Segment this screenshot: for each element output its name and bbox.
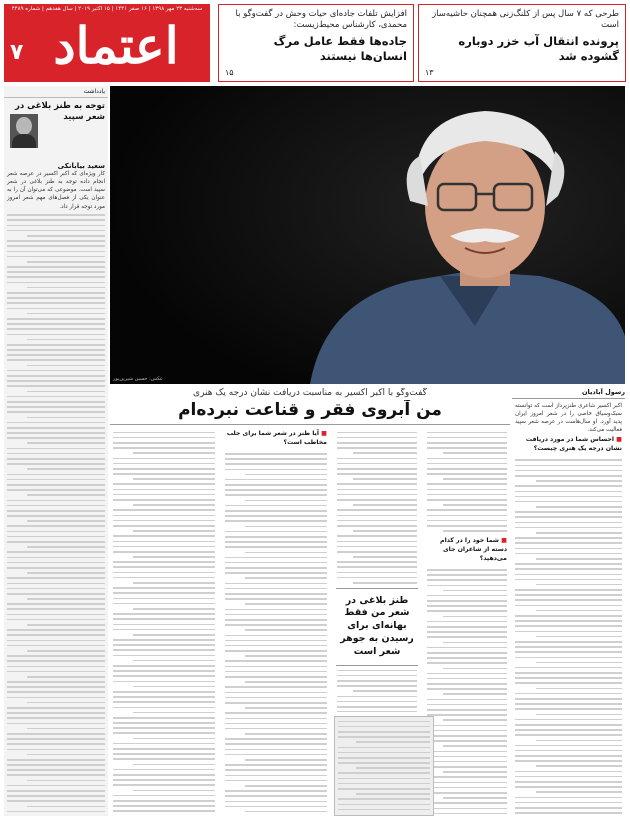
question-2: ■ شما خود را در کدام دسته از شاعران جای می‌دهید؟ bbox=[440, 537, 507, 562]
portrait-photo bbox=[110, 86, 625, 384]
teaser-headline: پرونده انتقال آب خزر دوباره گشوده شد bbox=[458, 33, 619, 64]
portrait-illustration bbox=[110, 86, 625, 384]
teaser-page: ۱۳ bbox=[425, 68, 434, 77]
inset-box bbox=[334, 716, 434, 816]
article-title: من آبروی فقر و قناعت نبرده‌ام bbox=[178, 400, 442, 420]
intro-lines bbox=[512, 459, 625, 816]
author-tag: رسول آبادیان bbox=[512, 388, 625, 399]
teaser-kicker: طرحی که ۷ سال پس از کلنگ‌زنی همچنان حاشیه‌ساز است bbox=[432, 9, 619, 31]
sidebar-column bbox=[4, 86, 108, 816]
sidebar-title: توجه به طنز بلاغی در شعر سپید bbox=[14, 101, 105, 123]
photo-caption: عکس: حسین شیرین‌پور bbox=[113, 376, 163, 382]
newspaper-logo: اعتماد bbox=[53, 16, 179, 75]
sidebar-tag: یادداشت bbox=[4, 86, 108, 98]
question-1: ■ احساس شما در مورد دریافت نشان درجه یک هنری چیست؟ bbox=[525, 436, 622, 453]
sidebar-body-lines bbox=[4, 214, 108, 816]
sidebar-body: کار ویژه‌ای که اکبر اکسیر در عرصه شعر انجام داده توجه به طنز بلاغی در شعر سپید است. موضوعی که می‌توان آن را به عنوان یکی از فصل‌های مهم شعر امروز مورد توجه قرار داد. bbox=[7, 171, 105, 210]
author-photo bbox=[10, 114, 38, 148]
article-column-1 bbox=[424, 428, 510, 816]
pull-quote: طنز بلاغی در شعر من فقط بهانه‌ای برای رسیدن به جوهر شعر است bbox=[336, 588, 418, 666]
headline-rule bbox=[110, 424, 510, 425]
page-number: ۷ bbox=[10, 40, 24, 65]
article-column-3 bbox=[222, 428, 330, 816]
teaser-page: ۱۵ bbox=[225, 68, 234, 77]
sidebar-author: سعید بیابانکی bbox=[57, 162, 105, 171]
teaser-kicker: افزایش تلفات جاده‌ای حیات وحش در گفت‌وگو با محمدی، کارشناس محیط‌زیست: bbox=[235, 9, 407, 31]
intro-text: اکبر اکسیر شاعری طنزپرداز است که توانسته سبک‌وسیاق خاصی را در شعر امروز ایران پدید آورد. او سال‌هاست در عرصه شعر سپید فعالیت می‌کند. bbox=[515, 403, 622, 434]
intro-column bbox=[512, 402, 625, 816]
teaser-caspian-water[interactable] bbox=[418, 4, 626, 82]
article-kicker: گفت‌وگو با اکبر اکسیر به مناسبت دریافت نشان درجه یک هنری bbox=[193, 388, 427, 398]
date-line: سه‌شنبه ۲۳ مهر ۱۳۹۸ | ۱۶ صفر ۱۴۴۱ | ۱۵ اکتبر ۲۰۱۹ | سال هفدهم | شماره ۴۴۸۹ bbox=[11, 6, 203, 12]
article-column-4 bbox=[110, 428, 218, 816]
masthead bbox=[4, 4, 210, 82]
article-column-2 bbox=[334, 428, 420, 712]
question-3: ■ آیا طنز در شعر شما برای جلب مخاطب است؟ bbox=[226, 430, 327, 446]
teaser-headline: جاده‌ها فقط عامل مرگ انسان‌ها نیستند bbox=[273, 33, 407, 64]
teaser-wildlife-roads[interactable] bbox=[218, 4, 414, 82]
